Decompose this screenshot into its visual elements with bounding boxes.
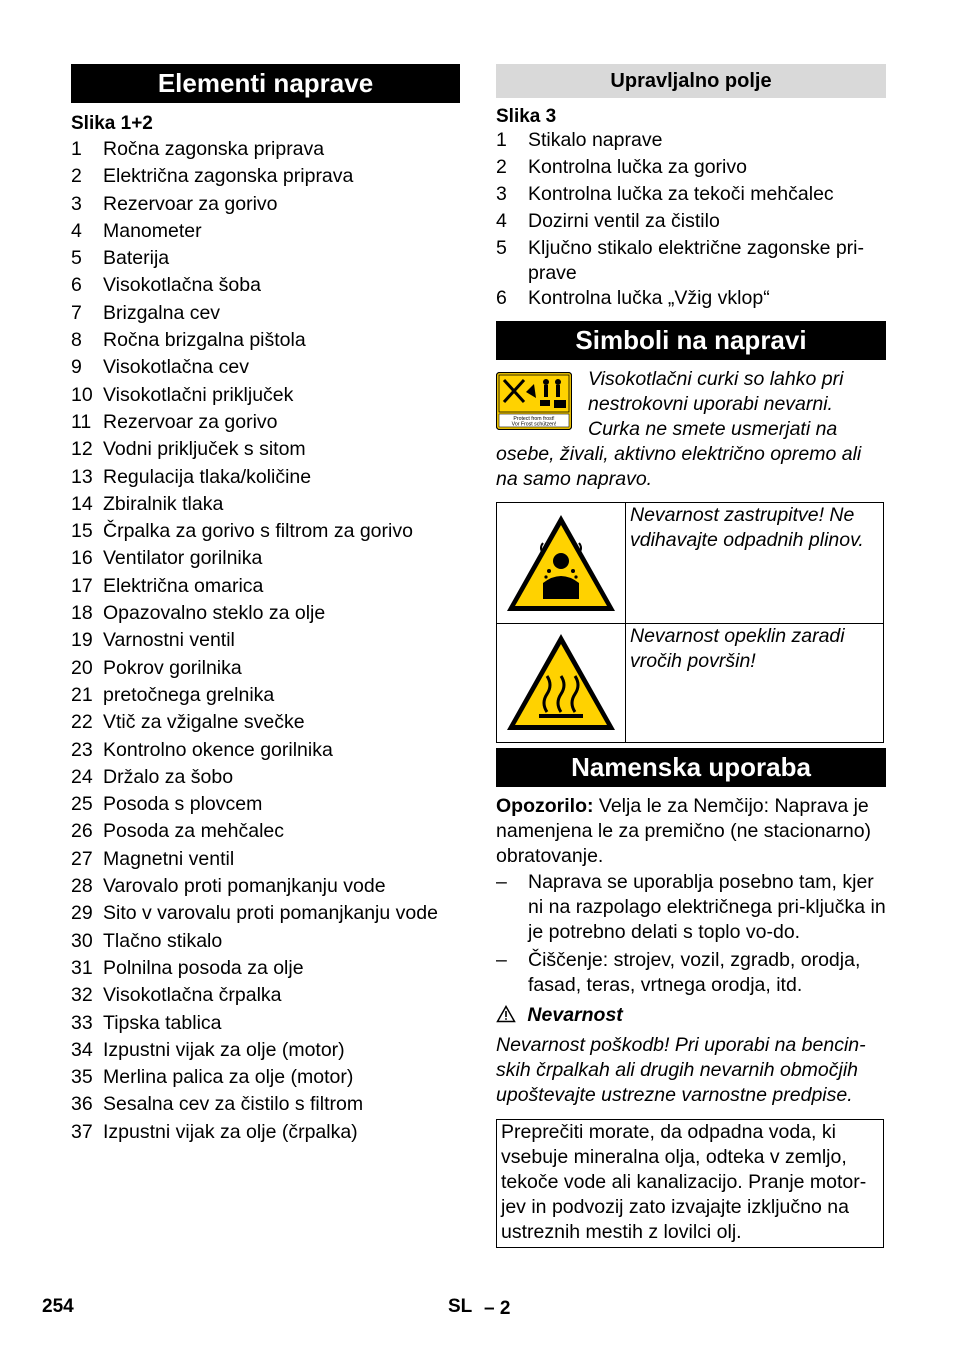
item-label: Ročna brizgalna pištola — [103, 329, 306, 352]
item-number: 13 — [71, 465, 93, 488]
item-number: 11 — [71, 410, 92, 433]
item-number: 2 — [496, 156, 507, 178]
hot-surface-warning-icon — [503, 719, 619, 741]
list-item — [496, 236, 886, 286]
list-item — [71, 682, 460, 709]
item-label: Električna zagonska priprava — [103, 165, 354, 188]
item-label: pretočnega grelnika — [103, 683, 275, 706]
list-item — [71, 245, 460, 272]
item-label: Izpustni vijak za olje (črpalka) — [103, 1120, 358, 1143]
section-heading-device-elements: Elementi naprave — [71, 64, 460, 103]
danger-label: Nevarnost — [527, 1004, 623, 1026]
list-item — [71, 327, 460, 354]
list-item — [71, 545, 460, 572]
language-code: SL — [448, 1296, 473, 1317]
symbol-description — [496, 367, 886, 492]
usage-item-2: Čiščenje: strojev, vozil, zgradb, orodja, fasad, teras, vrtnega orodja, itd. — [528, 949, 861, 996]
item-label: Pokrov gorilnika — [103, 656, 242, 679]
list-item — [496, 286, 886, 313]
item-number: 29 — [71, 902, 93, 925]
list-item — [71, 1064, 460, 1091]
page-number: 254 — [42, 1296, 74, 1317]
list-item — [71, 464, 460, 491]
usage-list — [496, 870, 886, 998]
item-label: Manometer — [103, 219, 202, 242]
list-item — [71, 1091, 460, 1118]
figure-label: Slika 3 — [496, 106, 557, 127]
item-number: 8 — [71, 329, 82, 352]
list-item — [71, 900, 460, 927]
list-item: – Čiščenje: strojev, vozil, zgradb, orodja, fasad, teras, vrtnega orodja, itd. — [496, 948, 886, 998]
item-label: Ventilator gorilnika — [103, 547, 263, 570]
list-item — [71, 846, 460, 873]
item-label: Visokotlačna črpalka — [103, 984, 282, 1007]
list-item — [71, 655, 460, 682]
item-number: 35 — [71, 1066, 93, 1089]
high-pressure-jet-warning-sticker — [496, 372, 572, 430]
item-number: 32 — [71, 984, 93, 1007]
note-label: Opozorilo: — [496, 795, 594, 817]
item-number: 19 — [71, 629, 93, 652]
section-heading-symbols: Simboli na napravi — [496, 321, 886, 360]
item-label: Posoda s plovcem — [103, 793, 263, 816]
item-label: Držalo za šobo — [103, 765, 234, 788]
item-number: 1 — [71, 138, 82, 160]
sticker-text-line1: Protect from frost! — [513, 416, 555, 422]
item-number: 4 — [496, 210, 507, 232]
note-text: Velja le za Nemčijo: Naprava je namenjena le za premično (ne stacionarno) obratovanje. — [496, 795, 872, 867]
item-label: Brizgalna cev — [103, 301, 221, 324]
usage-item-1: Naprava se uporablja posebno tam, kjer ni na razpolago električnega pri-ključka in je potrebno delati s toplo vo-do. — [528, 871, 886, 943]
list-item — [71, 436, 460, 463]
item-number: 6 — [496, 287, 507, 309]
figure-label: Slika 1+2 — [71, 113, 153, 134]
item-label: Ročna zagonska priprava — [103, 138, 325, 160]
table-row — [497, 503, 884, 624]
danger-heading — [496, 1003, 886, 1028]
item-label: Merlina palica za olje (motor) — [103, 1066, 354, 1089]
list-item — [71, 409, 460, 436]
item-number: 26 — [71, 820, 93, 843]
item-label: Stikalo naprave — [528, 129, 663, 151]
sub-page-number: – 2 — [484, 1298, 511, 1319]
list-item — [496, 128, 886, 155]
list-item — [71, 627, 460, 654]
list-item — [71, 491, 460, 518]
item-label: Izpustni vijak za olje (motor) — [103, 1038, 345, 1061]
list-item — [496, 155, 886, 182]
item-number: 7 — [71, 301, 82, 324]
warning-text-hot: Nevarnost opeklin zaradi vročih površin! — [626, 624, 884, 743]
list-item — [71, 982, 460, 1009]
item-number: 23 — [71, 738, 93, 761]
item-number: 33 — [71, 1011, 93, 1034]
item-number: 27 — [71, 847, 93, 870]
list-item — [71, 1037, 460, 1064]
list-item — [71, 518, 460, 545]
item-label: Kontrolna lučka za tekoči mehčalec — [528, 183, 834, 205]
list-item — [71, 818, 460, 845]
symbol-text: Visokotlačni curki so lahko pri nestrokovni uporabi nevarni. Curka ne smete usmerjati na osebe, živali, aktivno električno opremo ali na samo napravo. — [496, 368, 862, 490]
item-number: 25 — [71, 793, 93, 816]
right-column — [496, 64, 886, 1248]
item-number: 21 — [71, 683, 93, 706]
note-paragraph — [496, 794, 886, 869]
item-number: 37 — [71, 1120, 93, 1143]
warning-icon-cell — [497, 624, 626, 743]
item-number: 4 — [71, 219, 82, 242]
item-number: 18 — [71, 602, 93, 625]
item-label: Tipska tablica — [103, 1011, 222, 1034]
list-item — [71, 573, 460, 600]
list-item: – Naprava se uporablja posebno tam, kjer ni na razpolago električnega pri-ključka in je potrebno delati s toplo vo-do. — [496, 871, 886, 943]
list-item — [71, 1010, 460, 1037]
item-number: 9 — [71, 356, 82, 379]
environment-note-box: Preprečiti morate, da odpadna voda, ki vsebuje mineralna olja, odteka v zemljo, tekoče vode ali kanalizacijo. Pranje motor-jev in podvozij zato izvajajte izključno na ustreznih mestih z lovilci olj. — [496, 1119, 884, 1248]
item-label: Električna omarica — [103, 574, 264, 597]
item-label: Kontrolna lučka za gorivo — [528, 156, 747, 178]
item-number: 6 — [71, 274, 82, 297]
list-item — [71, 737, 460, 764]
list-item — [71, 354, 460, 381]
list-item — [71, 928, 460, 955]
item-number: 3 — [71, 192, 82, 215]
item-label: Varnostni ventil — [103, 629, 235, 652]
item-label: Visokotlačna šoba — [103, 274, 261, 297]
item-number: 16 — [71, 547, 93, 570]
control-panel-list — [496, 128, 886, 313]
item-number: 15 — [71, 520, 93, 543]
section-heading-control-panel: Upravljalno polje — [496, 64, 886, 98]
list-item — [71, 709, 460, 736]
item-number: 2 — [71, 165, 82, 188]
item-label: Rezervoar za gorivo — [103, 410, 278, 433]
item-number: 24 — [71, 765, 93, 788]
item-label: Baterija — [103, 247, 170, 270]
sticker-text-line2: Vor Frost schützen! — [511, 421, 557, 428]
list-item — [71, 791, 460, 818]
item-number: 28 — [71, 875, 93, 898]
list-item — [71, 300, 460, 327]
warning-symbols-table — [496, 502, 884, 743]
item-label: Magnetni ventil — [103, 847, 235, 870]
list-item — [71, 600, 460, 627]
item-label: Tlačno stikalo — [103, 929, 223, 952]
item-label: Rezervoar za gorivo — [103, 192, 278, 215]
warning-icon-cell — [497, 503, 626, 624]
list-item — [71, 191, 460, 218]
item-number: 17 — [71, 574, 93, 597]
item-number: 10 — [71, 383, 93, 406]
item-label: Varovalo proti pomanjkanju vode — [103, 875, 386, 898]
list-item — [496, 182, 886, 209]
list-item — [71, 382, 460, 409]
item-label: Opazovalno steklo za olje — [103, 602, 326, 625]
left-column — [71, 64, 460, 1146]
item-number: 30 — [71, 929, 93, 952]
warning-text-toxic: Nevarnost zastrupitve! Ne vdihavajte odpadnih plinov. — [626, 503, 884, 624]
item-number: 20 — [71, 656, 93, 679]
item-label: Dozirni ventil za čistilo — [528, 210, 720, 232]
item-number: 14 — [71, 492, 93, 515]
item-number: 5 — [71, 247, 82, 270]
list-item — [71, 136, 460, 163]
item-label: Sesalna cev za čistilo s filtrom — [103, 1093, 364, 1116]
list-item — [496, 209, 886, 236]
item-label: Vtič za vžigalne svečke — [103, 711, 305, 734]
list-item — [71, 163, 460, 190]
item-number: 1 — [496, 129, 507, 151]
item-label: Kontrolno okence gorilnika — [103, 738, 333, 761]
item-label: Zbiralnik tlaka — [103, 492, 224, 515]
item-number: 3 — [496, 183, 507, 205]
device-elements-list — [71, 136, 460, 1146]
danger-text: Nevarnost poškodb! Pri uporabi na bencin-skih črpalkah ali drugih nevarnih območjih upoštevajte ustrezne varnostne predpise. — [496, 1034, 866, 1106]
list-item — [71, 764, 460, 791]
item-number: 34 — [71, 1038, 93, 1061]
item-number: 12 — [71, 438, 93, 461]
item-label: Visokotlačni priključek — [103, 383, 294, 406]
table-row — [497, 624, 884, 743]
item-number: 22 — [71, 711, 93, 734]
list-item — [71, 955, 460, 982]
item-label: Visokotlačna cev — [103, 356, 249, 379]
warning-triangle-icon — [496, 1004, 527, 1026]
toxic-fumes-warning-icon — [503, 600, 619, 622]
item-label: Posoda za mehčalec — [103, 820, 285, 843]
item-number: 5 — [496, 237, 507, 259]
list-item — [71, 1119, 460, 1146]
item-number: 31 — [71, 956, 93, 979]
list-item — [71, 272, 460, 299]
item-label: Črpalka za gorivo s filtrom za gorivo — [103, 520, 413, 543]
item-label: Sito v varovalu proti pomanjkanju vode — [103, 902, 438, 925]
item-label: Ključno stikalo električne zagonske pri- prave — [528, 237, 864, 284]
item-label: Kontrolna lučka „Vžig vklop“ — [528, 287, 770, 309]
item-label: Polnilna posoda za olje — [103, 956, 304, 979]
list-item — [71, 873, 460, 900]
item-label: Regulacija tlaka/količine — [103, 465, 312, 488]
list-item — [71, 218, 460, 245]
item-label: Vodni priključek s sitom — [103, 438, 306, 461]
section-heading-intended-use: Namenska uporaba — [496, 748, 886, 787]
item-number: 36 — [71, 1093, 93, 1116]
